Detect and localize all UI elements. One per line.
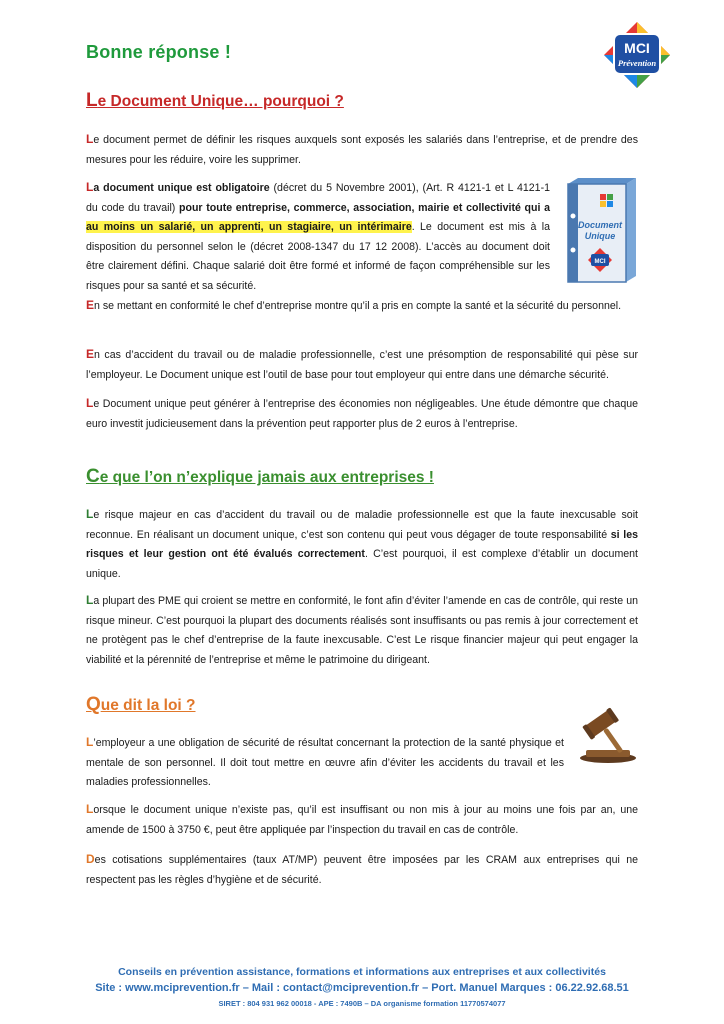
binder-badge: MCI — [594, 259, 606, 265]
logo-text-mci: MCI — [624, 40, 650, 56]
paragraph-cotisations: Des cotisations supplémentaires (taux AT/MP) peuvent être imposées par les CRAM aux entreprises qui ne respectent pas les règles d’hygiène et de sécurité. — [86, 852, 638, 886]
highlighted-text: au moins un salarié, un apprenti, un stagiaire, un intérimaire — [86, 221, 412, 233]
paragraph-conformite: En se mettant en conformité le chef d’entreprise montre qu’il a pris en compte la santé et la sécurité du personnel. — [86, 298, 622, 312]
footer-tagline: Conseils en prévention assistance, formations et informations aux entreprises et aux collectivités — [118, 966, 606, 978]
logo-text-prevention: Prévention — [617, 58, 657, 68]
page-title: Bonne réponse ! — [86, 42, 232, 62]
paragraph-risque-majeur: Le risque majeur en cas d’accident du travail ou de maladie professionnelle est que la faute inexcusable soit reconnue. En réalisant un document unique, c’est son contenu qui peut vous dégager de toute responsabilité si les risques et leur gestion ont été évalués correctement. C’est pourquoi, il est complexe d’établir un document unique. — [86, 507, 639, 580]
section-heading-que-dit-la-loi: Que dit la loi ? — [86, 694, 196, 715]
gavel-image — [572, 702, 640, 766]
section-heading-ce-que-lon-nexplique: Ce que l’on n’explique jamais aux entreprises ! — [86, 466, 434, 487]
footer-siret: SIRET : 804 931 962 00018 - APE : 7490B – DA organisme formation 11770574077 — [218, 999, 506, 1008]
document-unique-binder-image — [560, 176, 640, 286]
mci-prevention-logo — [602, 20, 672, 90]
paragraph-accident: En cas d’accident du travail ou de maladie professionnelle, c’est une présomption de responsabilité qui pèse sur l’employeur. Le Document unique est l’outil de base pour tout employeur qui entre dans une démarche sécurité. — [86, 347, 638, 381]
paragraph-pme: La plupart des PME qui croient se mettre en conformité, le font afin d’éviter l’amende en cas de contrôle, qui reste un risque mineur. C’est pourquoi la plupart des documents réalisés sont insuffisants ou pas remis à jour correctement et ne protègent pas le chef d’entreprise de la faute inexcusable. C’est Le risque financier majeur qui peut engager la viabilité et la pérennité de l’entreprise et même le patrimoine du dirigeant. — [86, 593, 638, 666]
binder-title-line2: Unique — [584, 231, 616, 241]
paragraph-definition: Le document permet de définir les risques auxquels sont exposés les salariés dans l’entreprise, et de prendre des mesures pour les réduire, voire les supprimer. — [86, 132, 638, 166]
paragraph-amende: Lorsque le document unique n’existe pas, qu’il est insuffisant ou non mis à jour au moins une fois par an, une amende de 1500 à 3750 €, peut être appliquée par l’inspection du travail en cas de contrôle. — [86, 802, 638, 836]
paragraph-obligation: La document unique est obligatoire (décret du 5 Novembre 2001), (Art. R 4121-1 et L 4121-1 du code du travail) pour toute entreprise, commerce, association, mairie et collectivité qui a au moins un salarié, un apprenti, un stagiaire, un intérimaire. Le document est mis à la disposition du personnel selon le (décret 2008-1347 du 17 12 2008). L’accès au document doit être clairement défini. Chaque salarié doit être formé et informé de façon compréhensible sur les risques pour sa santé et sa sécurité. — [86, 180, 551, 292]
section-heading-document-unique: Le Document Unique… pourquoi ? — [86, 90, 344, 111]
footer-contact: Site : www.mciprevention.fr – Mail : contact@mciprevention.fr – Port. Manuel Marques : 06.22.92.68.51 — [95, 982, 629, 994]
paragraph-economies: Le Document unique peut générer à l’entreprise des économies non négligeables. Une étude démontre que chaque euro investit judicieusement dans la prévention peut rapporter plus de 2 euros à l’entreprise. — [86, 396, 638, 430]
binder-title-line1: Document — [577, 220, 623, 230]
paragraph-obligation-securite: L’employeur a une obligation de sécurité de résultat concernant la protection de la santé physique et mentale de son personnel. Il doit tout mettre en œuvre afin d’éviter les accidents du travail et les maladies professionnelles. — [86, 735, 564, 788]
